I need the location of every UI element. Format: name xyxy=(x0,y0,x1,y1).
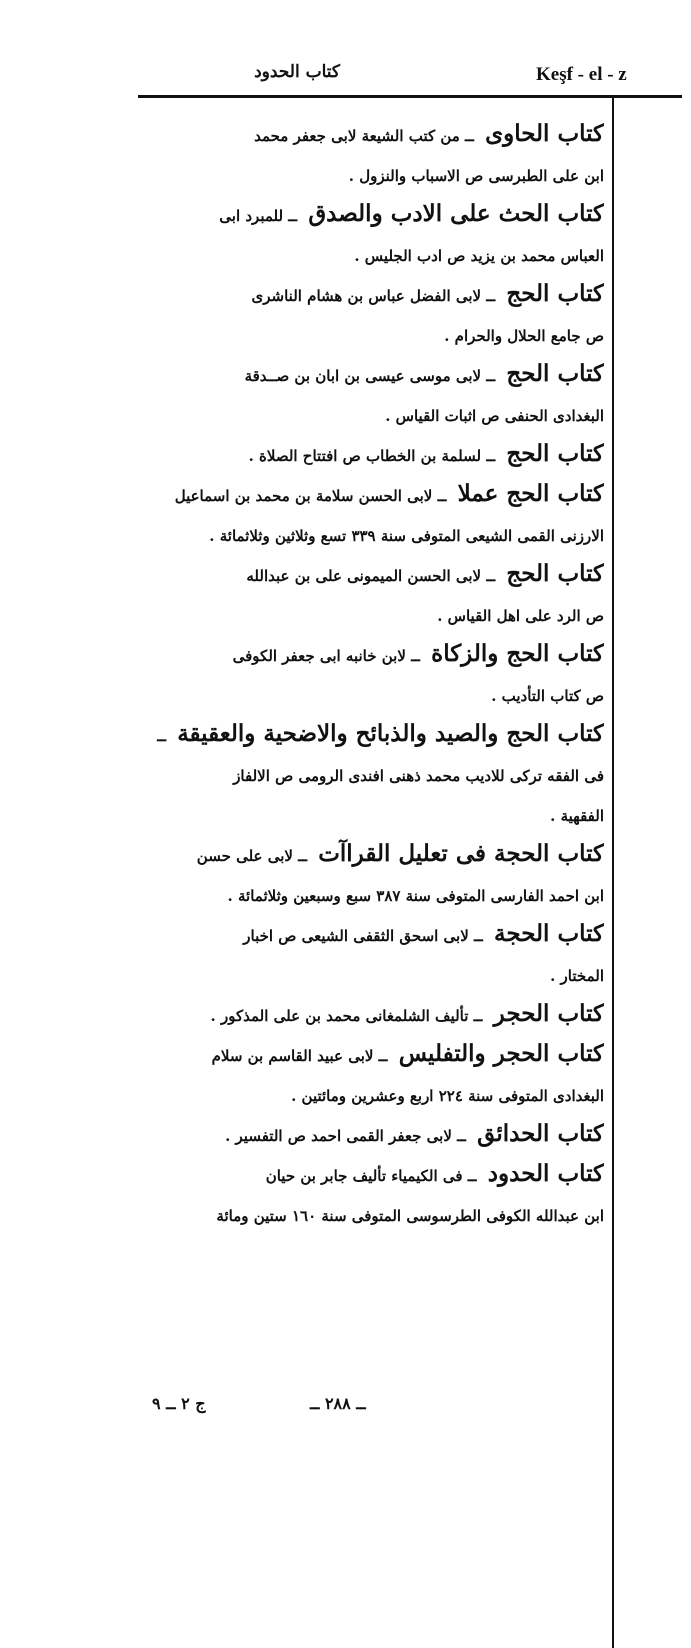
entry-first-line xyxy=(140,358,604,398)
entry-first-line xyxy=(140,918,604,958)
entry-text: ــ لابى عبيد القاسم بن سلام xyxy=(211,1047,388,1065)
entry-title: كتاب الحجر والتفليس xyxy=(398,1040,604,1067)
entry-first-line xyxy=(140,1038,604,1078)
entry-text: ــ من كتب الشيعة لابى جعفر محمد xyxy=(254,127,474,145)
entry-title: كتاب الحج عملا xyxy=(457,480,604,507)
entry-text: ــ للمبرد ابى xyxy=(219,207,298,225)
entry-title: كتاب الحجة فى تعليل القراآت xyxy=(318,840,604,867)
entry xyxy=(140,1118,604,1158)
page-footer xyxy=(140,1394,580,1422)
entry-line: ابن على الطبرسى ص الاسباب والنزول . xyxy=(348,167,604,185)
entry-text: ــ لابى على حسن xyxy=(196,847,307,865)
entry xyxy=(140,998,604,1038)
entry-text: ــ لابى موسى عيسى بن ابان بن صــدقة xyxy=(244,367,496,385)
entry xyxy=(140,918,604,998)
entry-first-line xyxy=(140,638,604,678)
entry-line: ابن عبدالله الكوفى الطرسوسى المتوفى سنة ١٦٠ ستين ومائة xyxy=(216,1207,604,1225)
entry xyxy=(140,438,604,478)
entry-title: كتاب الحج xyxy=(506,440,604,467)
entry-text: ــ لابى جعفر القمى احمد ص التفسير . xyxy=(225,1127,466,1145)
entry xyxy=(140,1038,604,1118)
entry xyxy=(140,118,604,198)
entry-line: البغدادى الحنفى ص اثبات القياس . xyxy=(385,407,604,425)
entry-text: ــ لابن خانبه ابى جعفر الكوفى xyxy=(232,647,420,665)
entry-title: كتاب الحج xyxy=(506,280,604,307)
entry-text: ــ فى الكيمياء تأليف جابر بن حيان xyxy=(265,1167,477,1185)
entry-first-line xyxy=(140,198,604,238)
entry-text: ــ لابى اسحق الثقفى الشيعى ص اخبار xyxy=(243,927,483,945)
running-title-latin: Keşf - el - z xyxy=(536,64,627,85)
entry-text: ــ تأليف الشلمغانى محمد بن على المذكور . xyxy=(210,1007,483,1025)
entry xyxy=(140,838,604,918)
entry-first-line xyxy=(140,438,604,478)
entry-text: ــ لابى الفضل عباس بن هشام الناشرى xyxy=(251,287,496,305)
entry-text: ــ لابى الحسن الميمونى على بن عبدالله xyxy=(246,567,496,585)
entry-line: فى الفقه تركى للاديب محمد ذهنى افندى الرومى ص الالفاز xyxy=(233,767,604,785)
entries-list xyxy=(140,118,604,1238)
entry-first-line xyxy=(140,278,604,318)
entry-first-line xyxy=(140,718,604,758)
entry-title: كتاب الحدائق xyxy=(477,1120,604,1147)
entry-title: كتاب الحج والصيد والذبائح والاضحية والعقيقة xyxy=(177,720,604,747)
entry-line: ابن احمد الفارسى المتوفى سنة ٣٨٧ سبع وسبعين وثلاثمائة . xyxy=(227,887,604,905)
entry-line: العباس محمد بن يزيد ص ادب الجليس . xyxy=(354,247,604,265)
entry-first-line xyxy=(140,478,604,518)
entry-text: ــ لابى الحسن سلامة بن محمد بن اسماعيل xyxy=(174,487,447,505)
entry-title: كتاب الحدود xyxy=(487,1160,604,1187)
entry-first-line xyxy=(140,558,604,598)
entry-line: ص الرد على اهل القياس . xyxy=(437,607,604,625)
running-title-arabic: كتاب الحدود xyxy=(254,62,340,82)
entry-line: المختار . xyxy=(550,967,604,985)
entry-line: ص كتاب التأديب . xyxy=(491,687,604,705)
entry-title: كتاب الحاوى xyxy=(485,120,604,147)
entry-title: كتاب الحث على الادب والصدق xyxy=(308,200,604,227)
entry-title: كتاب الحجة xyxy=(494,920,604,947)
entry xyxy=(140,358,604,438)
entry-title: كتاب الحج xyxy=(506,360,604,387)
entry-title: كتاب الحج والزكاة xyxy=(431,640,604,667)
entry-first-line xyxy=(140,998,604,1038)
entry-text: ــ xyxy=(157,727,166,745)
entry xyxy=(140,198,604,278)
entry-first-line xyxy=(140,1118,604,1158)
entry-line: البغدادى المتوفى سنة ٢٢٤ اربع وعشرين ومائتين . xyxy=(291,1087,604,1105)
page-number: ــ ٢٨٨ ــ xyxy=(310,1394,366,1413)
entry-text: ــ لسلمة بن الخطاب ص افتتاح الصلاة . xyxy=(248,447,496,465)
entry-title: كتاب الحج xyxy=(506,560,604,587)
entry-first-line xyxy=(140,1158,604,1198)
entry xyxy=(140,1158,604,1238)
entry-first-line xyxy=(140,118,604,158)
entry-line: الارزنى القمى الشيعى المتوفى سنة ٣٣٩ تسع وثلاثين وثلاثمائة . xyxy=(209,527,604,545)
entry xyxy=(140,638,604,718)
entry xyxy=(140,558,604,638)
entry-first-line xyxy=(140,838,604,878)
entry xyxy=(140,478,604,558)
entry xyxy=(140,278,604,358)
volume-signature-mark: ج ٢ ــ ٩ xyxy=(152,1394,206,1413)
header-rule xyxy=(138,95,682,98)
margin-rule xyxy=(612,98,614,1648)
entry xyxy=(140,718,604,838)
entry-line: ص جامع الحلال والحرام . xyxy=(444,327,604,345)
entry-line: الفقهية . xyxy=(550,807,604,825)
entry-title: كتاب الحجر xyxy=(493,1000,604,1027)
